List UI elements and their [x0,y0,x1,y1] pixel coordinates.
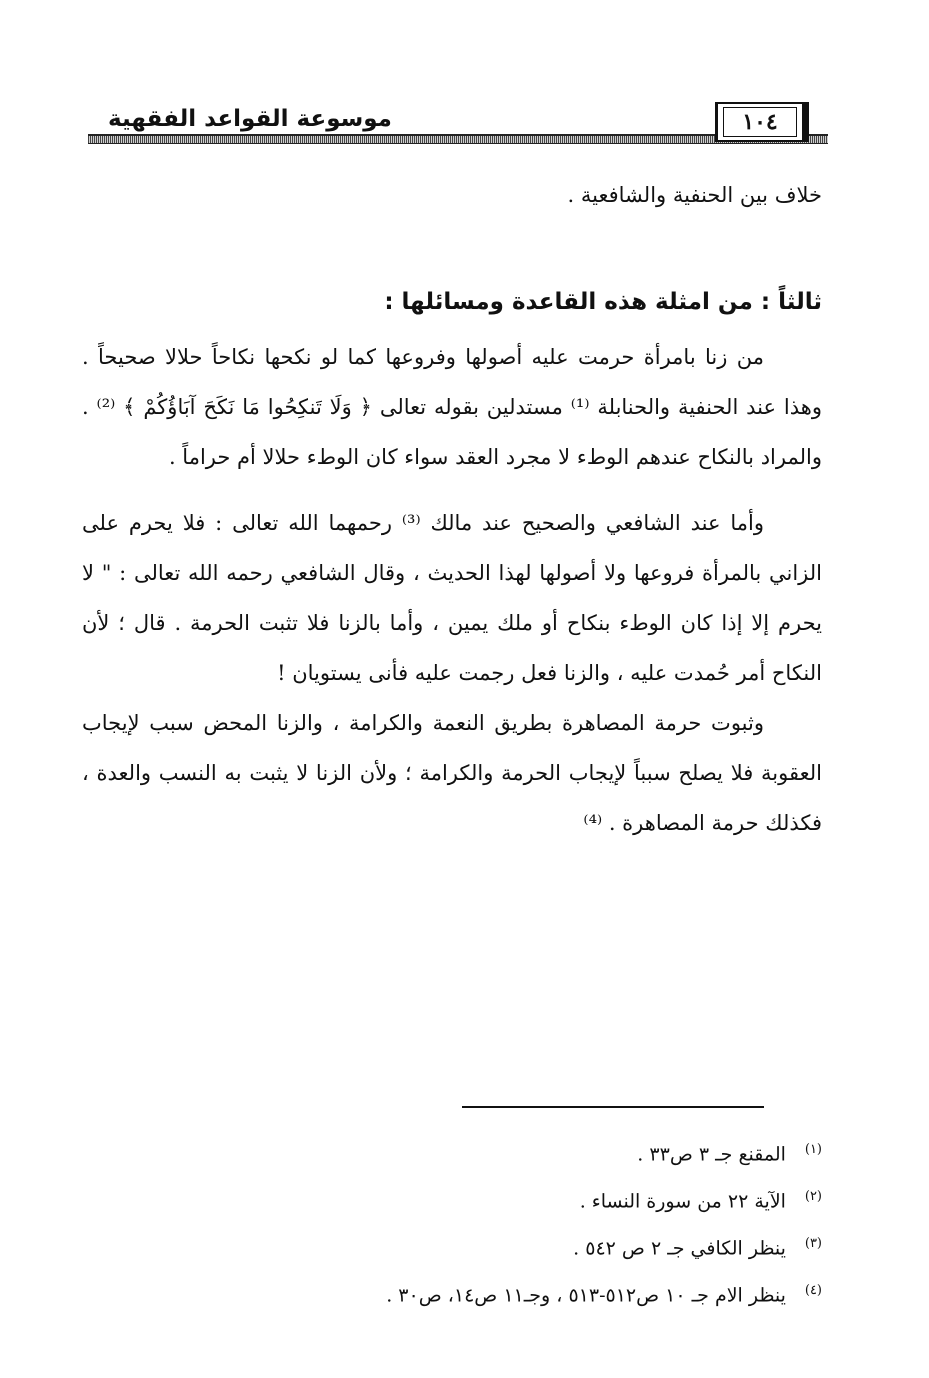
page-body [82,170,822,848]
footnote-mark: (٢) [804,1189,822,1204]
footnote-text: الآية ٢٢ من سورة النساء . [579,1190,786,1213]
footnote-text: ينظر الام جـ ١٠ ص٥١٢-٥١٣ ، وجـ١١ ص١٤، ص٣٠ . [386,1284,786,1307]
footnote-mark: (٣) [804,1236,822,1251]
page-number-frame [723,107,797,137]
page-number: ١٠٤ [742,109,778,135]
footnote-mark: (١) [804,1142,822,1157]
footnote-text: المقنع جـ ٣ ص٣٣ . [637,1143,786,1166]
footnotes [200,1126,822,1314]
running-header [88,100,828,148]
page-number-box [715,102,809,142]
paragraph-3: وثبوت حرمة المصاهرة بطريق النعمة والكرامة ، والزنا المحض سبب لإيجاب العقوبة فلا يصلح سبباً لإيجاب الحرمة والكرامة ؛ ولأن الزنا لا يثبت به النسب والعدة ، فكذلك حرمة المصاهرة . ⁽⁴⁾ [82,711,822,835]
book-title: موسوعة القواعد الفقهية [108,106,392,132]
footnote-mark: (٤) [804,1283,822,1298]
footnote-separator [462,1106,764,1108]
footnote-1 [200,1126,822,1173]
paragraph-1: من زنا بامرأة حرمت عليه أصولها وفروعها كما لو نكحها نكاحاً حلالا صحيحاً . وهذا عند الحنفية والحنابلة ⁽¹⁾ مستدلين بقوله تعالى ﴿ وَلَا تَنكِحُوا مَا نَكَحَ آبَاؤُكُمْ ﴾ ⁽²⁾ . والمراد بالنكاح عندهم الوطء لا مجرد العقد سواء كان الوطء حلالا أم حراماً . [82,345,822,469]
footnote-4 [200,1267,822,1314]
paragraph-gap [82,482,822,498]
paragraph-2: وأما عند الشافعي والصحيح عند مالك ⁽³⁾ رحمهما الله تعالى : فلا يحرم على الزاني بالمرأة فروعها ولا أصولها لهذا الحديث ، وقال الشافعي رحمه الله تعالى : " لا يحرم إلا إذا كان الوطء بنكاح أو ملك يمين ، وأما بالزنا فلا تثبت الحرمة . قال ؛ لأن النكاح أمر حُمدت عليه ، والزنا فعل رجمت عليه فأنى يستويان ! [82,511,822,685]
section-heading: ثالثاً : من امثلة هذه القاعدة ومسائلها : [384,289,822,315]
footnote-3 [200,1220,822,1267]
footnote-text: ينظر الكافي جـ ٢ ص ٥٤٢ . [573,1237,786,1260]
footnote-2 [200,1173,822,1220]
intro-line: خلاف بين الحنفية والشافعية . [567,183,822,207]
